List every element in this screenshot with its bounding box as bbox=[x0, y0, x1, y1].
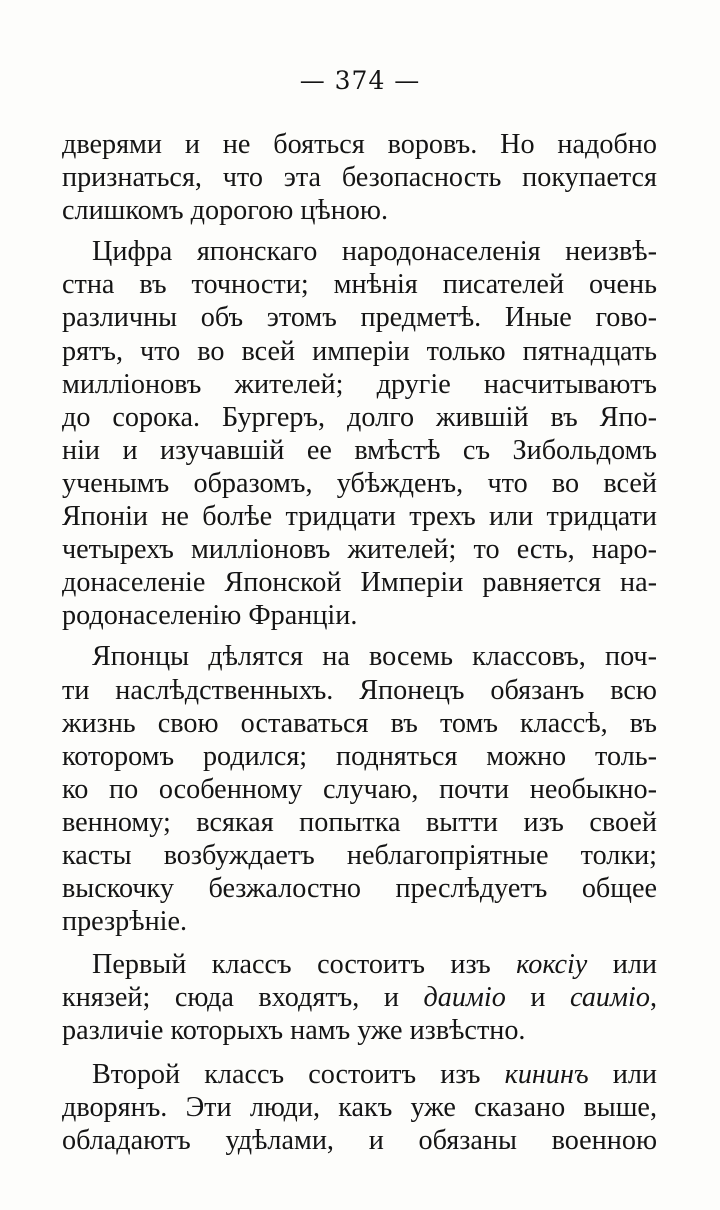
paragraph bbox=[62, 128, 657, 227]
text-run: или bbox=[588, 1058, 657, 1090]
paragraph bbox=[62, 948, 657, 1047]
text-line: рятъ, что во всей имперіи только пятнадцать bbox=[62, 335, 657, 367]
text-line: которомъ родился; подняться можно толь- bbox=[62, 740, 657, 772]
page-body bbox=[62, 128, 657, 1157]
text-line: слишкомъ дорогою цѣною. bbox=[62, 195, 388, 227]
text-line: дверями и не бояться воровъ. Но надобно bbox=[62, 129, 657, 160]
text-line: ученымъ образомъ, убѣжденъ, что во всей bbox=[62, 467, 657, 499]
italic-term: саиміо bbox=[570, 982, 650, 1014]
text-run: Первый классъ состоитъ изъ bbox=[92, 949, 517, 981]
italic-term: кининъ bbox=[504, 1058, 589, 1090]
text-run: Второй классъ состоитъ изъ bbox=[92, 1058, 505, 1090]
paragraph bbox=[62, 640, 657, 938]
text-run: или bbox=[587, 949, 657, 981]
text-line: признаться, что эта безопасность покупается bbox=[62, 162, 657, 194]
text-line: четырехъ милліоновъ жителей; то есть, наро- bbox=[62, 534, 657, 566]
text-line: Японцы дѣлятся на восемь классовъ, поч- bbox=[92, 641, 657, 673]
text-line bbox=[62, 1058, 657, 1091]
text-line: различіе которыхъ намъ уже извѣстно. bbox=[62, 1015, 526, 1047]
text-line: родонаселенію Франціи. bbox=[62, 600, 358, 632]
text-line: милліоновъ жителей; другіе насчитываютъ bbox=[62, 368, 657, 400]
text-line: Цифра японскаго народонаселенія неизвѣ- bbox=[92, 236, 657, 268]
italic-term: коксіу bbox=[516, 949, 588, 981]
text-line: ніи и изучавшій ее вмѣстѣ съ Зибольдомъ bbox=[62, 434, 657, 466]
text-run: князей; сюда входятъ, и bbox=[62, 982, 424, 1014]
text-line: выскочку безжалостно преслѣдуетъ общее bbox=[62, 873, 657, 905]
text-line bbox=[62, 948, 657, 981]
text-line: Японіи не болѣе тридцати трехъ или тридцати bbox=[62, 501, 657, 533]
text-line: различны объ этомъ предметѣ. Иные гово- bbox=[62, 302, 657, 334]
text-line: стна въ точности; мнѣнія писателей очень bbox=[62, 269, 657, 301]
text-run: и bbox=[505, 982, 571, 1014]
page-number: — 374 — bbox=[299, 66, 421, 95]
text-line: донаселеніе Японской Имперіи равняется на- bbox=[62, 567, 657, 599]
text-line: до сорока. Бургеръ, долго жившій въ Япо- bbox=[62, 401, 657, 433]
paragraph bbox=[62, 1058, 657, 1157]
text-line: дворянъ. Эти люди, какъ уже сказано выше, bbox=[62, 1091, 657, 1123]
text-line: ко по особенному случаю, почти необыкно- bbox=[62, 773, 657, 805]
text-line: ти наслѣдственныхъ. Японецъ обязанъ всю bbox=[62, 674, 657, 706]
text-line: обладаютъ удѣлами, и обязаны военною bbox=[62, 1124, 657, 1156]
italic-term: даиміо bbox=[423, 982, 506, 1014]
text-line: касты возбуждаетъ неблагопріятные толки; bbox=[62, 839, 657, 871]
text-line: венному; всякая попытка вытти изъ своей bbox=[62, 806, 657, 838]
text-line: презрѣніе. bbox=[62, 906, 188, 938]
text-run: , bbox=[649, 982, 657, 1014]
text-line: жизнь свою оставаться въ томъ классѣ, въ bbox=[62, 707, 657, 739]
text-line bbox=[62, 981, 657, 1014]
paragraph bbox=[62, 235, 657, 632]
